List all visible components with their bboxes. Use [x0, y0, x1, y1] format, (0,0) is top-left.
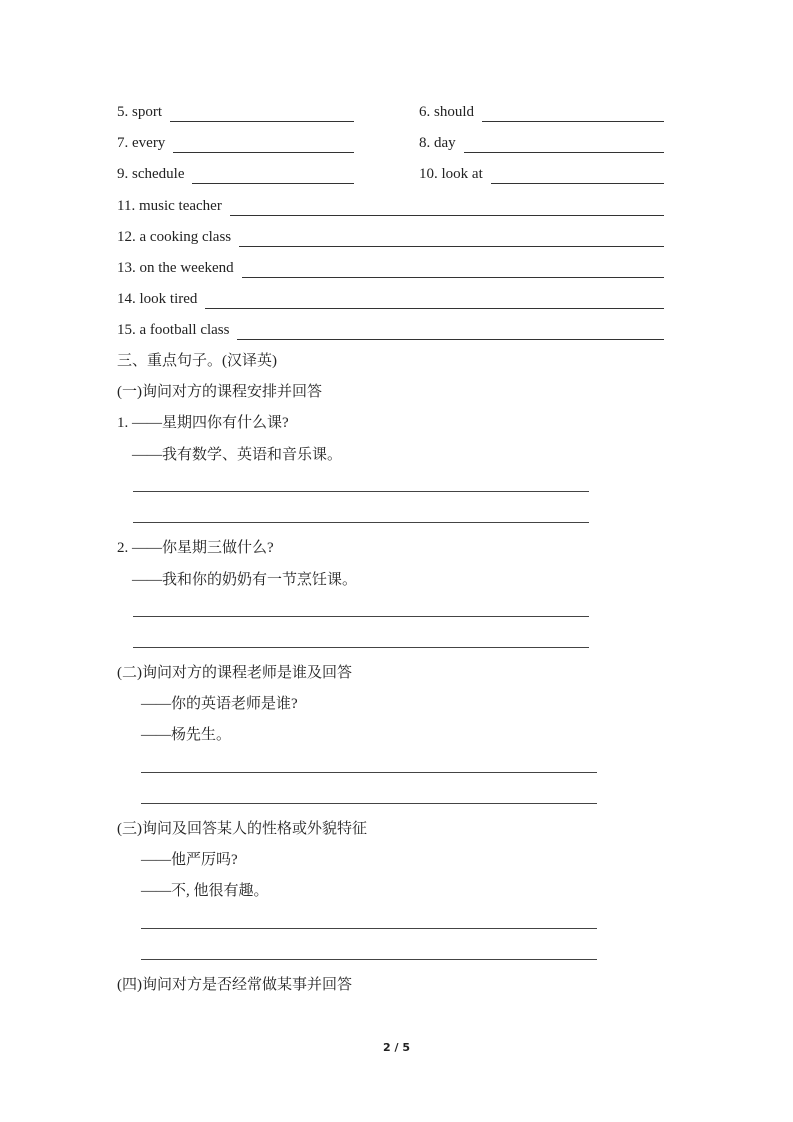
vocab-item-10 [419, 164, 664, 184]
vocab-item-12 [117, 227, 664, 247]
vocab-item-5 [117, 102, 354, 122]
vocab-item-15 [117, 320, 664, 340]
vocab-label: 11. music teacher [117, 198, 222, 214]
question-teacher: ——你的英语老师是谁? [141, 696, 298, 712]
question-2: 2. ——你星期三做什么? [117, 540, 274, 556]
answer-blank[interactable] [173, 137, 354, 153]
answer-blank[interactable] [205, 293, 664, 309]
section-title: 三、重点句子。(汉译英) [117, 353, 277, 369]
page-number: 2 / 5 [383, 1041, 410, 1054]
vocab-item-7 [117, 133, 354, 153]
group-heading-4: (四)询问对方是否经常做某事并回答 [117, 977, 352, 993]
vocab-item-6 [419, 102, 664, 122]
answer-blank[interactable] [482, 106, 664, 122]
group-heading-1: (一)询问对方的课程安排并回答 [117, 384, 322, 400]
vocab-item-14 [117, 289, 664, 309]
answer-blank[interactable] [464, 137, 664, 153]
vocab-label: 6. should [419, 104, 475, 120]
vocab-label: 9. schedule [117, 166, 185, 182]
vocab-item-8 [419, 133, 664, 153]
answer-blank[interactable] [242, 262, 664, 278]
answer-line[interactable] [141, 928, 597, 929]
answer-prompt-strict: ——不, 他很有趣。 [141, 883, 269, 899]
vocab-label: 15. a football class [117, 322, 230, 338]
answer-line[interactable] [141, 772, 597, 773]
answer-blank[interactable] [239, 231, 664, 247]
answer-line[interactable] [133, 522, 589, 523]
group-heading-3: (三)询问及回答某人的性格或外貌特征 [117, 821, 367, 837]
answer-line[interactable] [133, 647, 589, 648]
vocab-label: 8. day [419, 135, 456, 151]
group-heading-2: (二)询问对方的课程老师是谁及回答 [117, 665, 352, 681]
vocab-item-11 [117, 196, 664, 216]
question-strict: ——他严厉吗? [141, 852, 238, 868]
vocab-item-9 [117, 164, 354, 184]
answer-blank[interactable] [230, 200, 664, 216]
answer-line[interactable] [141, 803, 597, 804]
answer-blank[interactable] [192, 168, 354, 184]
vocab-label: 10. look at [419, 166, 483, 182]
vocab-label: 5. sport [117, 104, 162, 120]
vocab-label: 7. every [117, 135, 166, 151]
vocab-item-13 [117, 258, 664, 278]
answer-blank[interactable] [170, 106, 354, 122]
vocab-label: 13. on the weekend [117, 260, 234, 276]
answer-prompt-teacher: ——杨先生。 [141, 727, 232, 743]
question-1: 1. ——星期四你有什么课? [117, 415, 289, 431]
answer-line[interactable] [133, 616, 589, 617]
vocab-label: 12. a cooking class [117, 229, 232, 245]
answer-prompt-1: ——我有数学、英语和音乐课。 [132, 447, 343, 463]
vocab-label: 14. look tired [117, 291, 198, 307]
answer-prompt-2: ——我和你的奶奶有一节烹饪课。 [132, 572, 358, 588]
answer-line[interactable] [133, 491, 589, 492]
answer-blank[interactable] [237, 324, 664, 340]
answer-blank[interactable] [491, 168, 664, 184]
answer-line[interactable] [141, 959, 597, 960]
